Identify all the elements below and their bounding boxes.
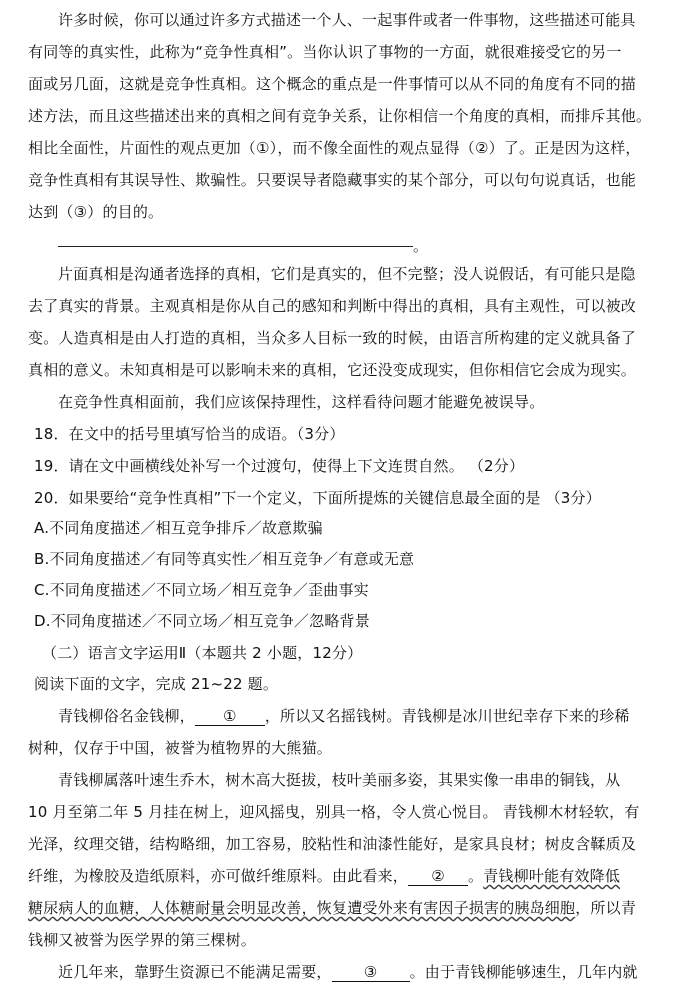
s2-para2-line-6: 钱柳又被誉为医学界的第三棵树。 bbox=[28, 931, 257, 949]
blank-1: ① bbox=[195, 707, 265, 726]
para1-line-4: 述方法，而且这些描述出来的真相之间有竞争关系，让你相信一个角度的真相，而排斥其他。 bbox=[28, 107, 652, 125]
para1-line-6: 竞争性真相有其误导性、欺骗性。只要误导者隐藏事实的某个部分，可以句句说真话，也能 bbox=[28, 171, 637, 189]
s2-para2-line-3: 光泽，纹理交错，结构略细，加工容易，胶粘性和油漆性能好，是家具良材；树皮含鞣质及 bbox=[28, 835, 637, 853]
s2-para1-line-1 bbox=[58, 706, 630, 726]
para1-line-7: 达到（③）的目的。 bbox=[28, 203, 164, 221]
para3-line: 在竞争性真相面前，我们应该保持理性，这样看待问题才能避免被误导。 bbox=[58, 393, 545, 411]
para1-line-3: 面或另几面，这就是竞争性真相。这个概念的重点是一件事情可以从不同的角度有不同的描 bbox=[28, 75, 637, 93]
section2-heading: （二）语言文字运用Ⅱ（本题共 2 小题，12分） bbox=[42, 644, 363, 662]
para2-line-2: 去了真实的背景。主观真相是你从自己的感知和判断中得出的真相，具有主观性，可以被改 bbox=[28, 297, 637, 315]
question-20: 20．如果要给“竞争性真相”下一个定义，下面所提炼的关键信息最全面的是 （3分） bbox=[34, 489, 601, 507]
blank-line-end-mark: 。 bbox=[413, 237, 429, 255]
s2-para2-line-5 bbox=[28, 898, 636, 918]
para1-line-2: 有同等的真实性，此称为“竞争性真相”。当你认识了事物的一方面，就很难接受它的另一 bbox=[28, 43, 622, 61]
question-19: 19．请在文中画横线处补写一个过渡句，使得上下文连贯自然。 （2分） bbox=[34, 457, 525, 475]
para2-line-1: 片面真相是沟通者选择的真相，它们是真实的，但不完整；没人说假话，有可能只是隐 bbox=[58, 265, 636, 283]
s2-para2-line-4 bbox=[28, 866, 620, 886]
option-c: C.不同角度描述／不同立场／相互竞争／歪曲事实 bbox=[34, 581, 369, 599]
question-18: 18．在文中的括号里填写恰当的成语。（3分） bbox=[34, 425, 345, 443]
s2-para2-line-1: 青钱柳属落叶速生乔木，树木高大挺拔，枝叶美丽多姿，其果实像一串串的铜钱，从 bbox=[58, 771, 621, 789]
para1-line-1: 许多时候，你可以通过许多方式描述一个人、一起事件或者一件事物，这些描述可能具 bbox=[58, 11, 636, 29]
s2-para1-line-2: 树种，仅存于中国，被誉为植物界的大熊猫。 bbox=[28, 739, 333, 757]
answer-blank-line bbox=[58, 246, 413, 247]
para2-line-3: 变。人造真相是由人打造的真相，当众多人目标一致的时候，由语言所构建的定义就具备了 bbox=[28, 329, 637, 347]
blank-3: ③ bbox=[332, 963, 410, 982]
wavy-underlined-sentence-b: 糖尿病人的血糖，人体糖耐量会明显改善，恢复遭受外来有害因子损害的胰岛细胞 bbox=[28, 899, 576, 917]
option-b: B.不同角度描述／有同等真实性／相互竞争／有意或无意 bbox=[34, 550, 415, 568]
s2-para2-text-c: ，所以青 bbox=[575, 899, 637, 917]
blank-2: ② bbox=[408, 867, 468, 886]
s2-para2-text-b: 。 bbox=[468, 867, 484, 885]
s2-para3-text-a: 近几年来，靠野生资源已不能满足需要， bbox=[58, 963, 332, 981]
s2-para2-text-a: 纤维，为橡胶及造纸原料，亦可做纤维原料。由此看来， bbox=[28, 867, 409, 885]
s2-para3-text-b: 。由于青钱柳能够速生，几年内就 bbox=[409, 963, 638, 981]
para2-line-4: 真相的意义。未知真相是可以影响未来的真相，它还没变成现实，但你相信它会成为现实。 bbox=[28, 361, 637, 379]
para1-line-5: 相比全面性，片面性的观点更加（①），而不像全面性的观点显得（②）了。正是因为这样， bbox=[28, 139, 641, 157]
s2-para3-line-1 bbox=[58, 962, 638, 982]
wavy-underlined-sentence-a: 青钱柳叶能有效降低 bbox=[483, 867, 621, 885]
s2-para1-text-a: 青钱柳俗名金钱柳， bbox=[58, 707, 195, 725]
s2-para2-line-2: 10 月至第二年 5 月挂在树上，迎风摇曳，别具一格，令人赏心悦目。 青钱柳木材轻软，有 bbox=[28, 803, 640, 821]
section2-instruction: 阅读下面的文字，完成 21~22 题。 bbox=[34, 675, 279, 693]
option-a: A.不同角度描述／相互竞争排斥／故意欺骗 bbox=[34, 519, 323, 537]
option-d: D.不同角度描述／不同立场／相互竞争／忽略背景 bbox=[34, 612, 370, 630]
s2-para1-text-b: ，所以又名摇钱树。青钱柳是冰川世纪幸存下来的珍稀 bbox=[264, 707, 630, 725]
